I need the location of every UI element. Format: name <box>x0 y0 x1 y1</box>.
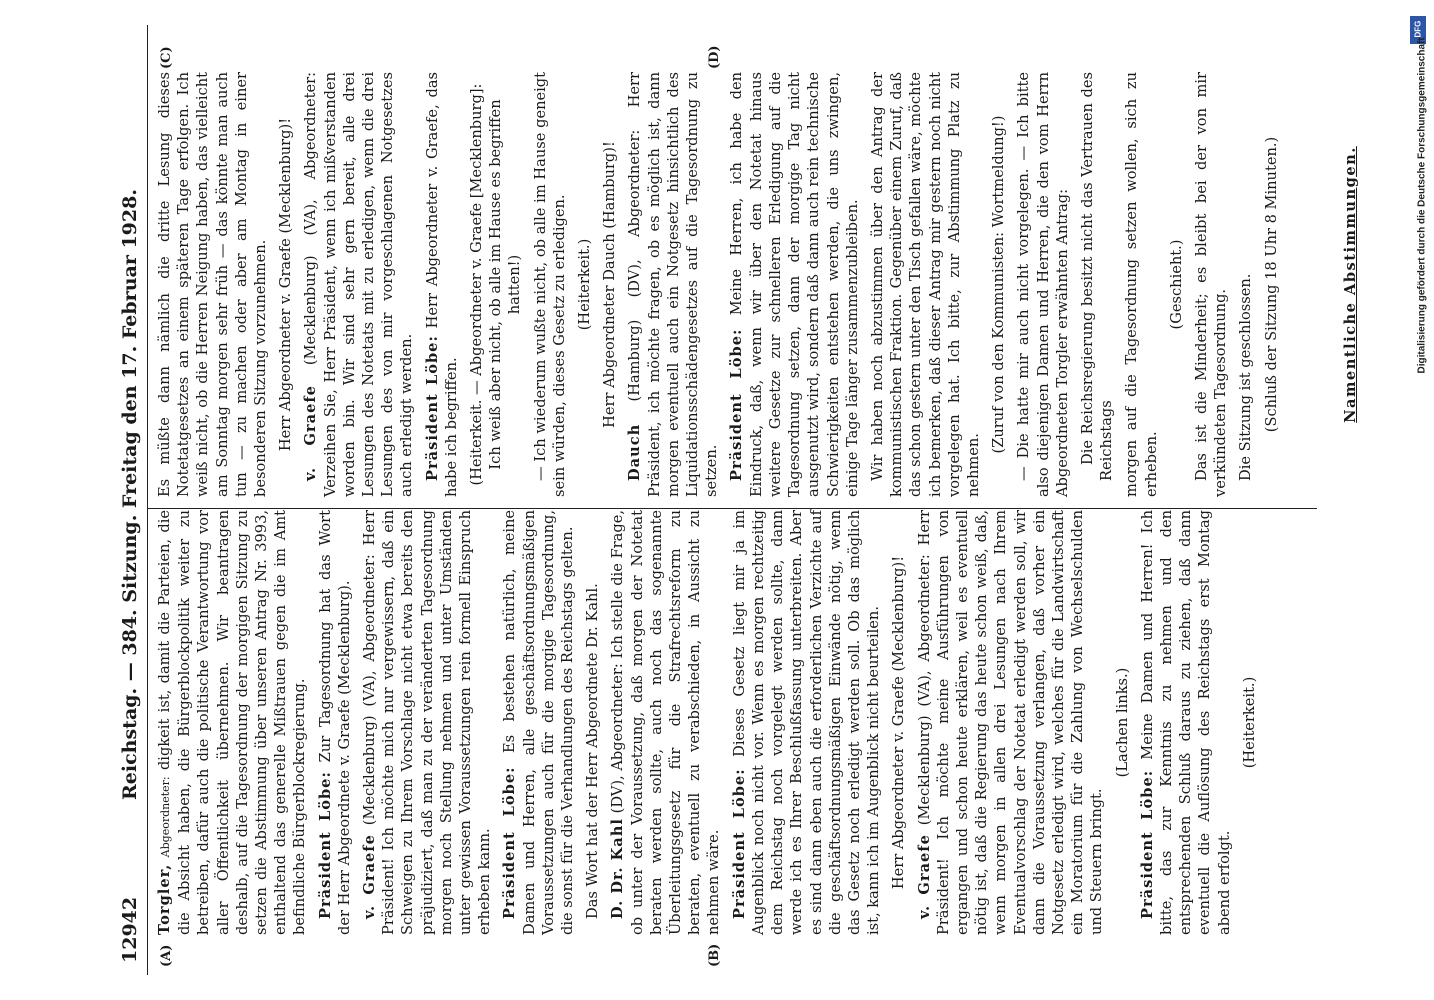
speaker-name: Torgler, <box>156 863 173 935</box>
paragraph-text: (Hamburg) (DV), Abgeordneter: Herr Präsident, ich möchte fragen, ob es möglich ist, dann morgen eventuell auch ein Notgesetz hinsichtlich des Liquidationsschädengesetzes auf die Tagesordnung zu setzen. <box>626 72 721 497</box>
paragraph <box>500 510 577 935</box>
paragraph: Die Sitzung ist geschlossen. <box>1237 273 1255 481</box>
paragraph <box>316 510 354 935</box>
paragraph-text: Zur Tagesordnung hat das Wort der Herr Abgeordnete v. Graefe (Mecklenburg). <box>316 509 353 935</box>
speaker-name: v. Graefe <box>302 385 320 481</box>
speaker-name: Präsident Löbe: <box>730 768 748 919</box>
dfg-logo-text: DFG <box>1413 20 1423 38</box>
paragraph: — Die hatte mir auch nicht vorgelegen. — Ich bitte also diejenigen Damen und Herren, die den vom Herrn Abgeordneten Torgler erwähnten Antrag: <box>1015 72 1071 497</box>
quoted-motion: Die Reichsregierung besitzt nicht das Vertrauen des Reichstags <box>1078 72 1116 481</box>
paragraph <box>727 72 861 497</box>
paragraph-text: Herr Abgeordneter v. Graefe, das habe ich begriffen. <box>423 71 460 497</box>
left-column <box>155 510 1315 935</box>
paragraph-text: (Mecklenburg) (VA), Abgeordneter: Herr Präsident! Ich möchte mich nur vergewissern, daß ein Schweigen zu Ihrem Vorschlage nicht etwa bereits den präjudiziert, daß man zu der veränderten Tagesordnung morgen noch Stellung nehmen und unter Umständen unter gewissen Voraussetzungen rein formell Einspruch erheben kann. <box>361 510 494 935</box>
speaker-name: Präsident Löbe: <box>501 766 519 919</box>
running-title: Reichstag. — 384. Sitzung. Freitag den 17. Februar 1928. <box>119 189 141 800</box>
margin-letter-a: (A) <box>159 944 174 967</box>
speaker-name: D. Dr. Kahl <box>609 818 627 919</box>
column-divider <box>147 508 1317 509</box>
paragraph-text: (DV), Abgeordneter: Ich stelle die Frage, ob unter der Voraussetzung, daß morgen der Notetat beraten werden sollte, auch noch das sogenannte Überleitungsgesetz für die Strafrechtsreform zu beraten, eventuell zu verabschieden, in Aussicht zu nehmen wäre. <box>609 510 723 935</box>
right-column <box>155 71 1359 497</box>
page-header <box>113 25 148 975</box>
paragraph-text: (Mecklenburg) (VA), Abgeordneter: Herr Präsident! Ich möchte meine Ausführungen von ergangen und schon heute erklären, weil es eventuell nötig ist, daß die Regierung das heute schon weiß, daß, wenn morgen in allen drei Lesungen nach Ihrem Eventualvorschlag der Notetat erledigt werden soll, wir dann die Voraussetzung verlangen, daß vorher ein Notgesetz erledigt wird, welches für die Landwirtschaft ein Moratorium für die Zahlung von Wechselschulden und Steuern bringt. <box>915 510 1106 935</box>
paragraph: Herr Abgeordneter v. Graefe (Mecklenburg)! <box>890 555 908 890</box>
paragraph-text: Dieses Gesetz liegt mir ja im Augenblick noch nicht vor. Wenn es morgen rechtzeitig dem Reichstag noch vorgelegt werden sollte, dann werde ich es Ihrer Beschlußfassung unterbreiten. Aber es sind dann eben auch die erforderlichen Verzichte auf die geschäftsordnungsmäßigen Einwände nötig, wenn das Gesetz noch erledigt werden soll. Ob das möglich ist, kann ich im Augenblick nicht beurteilen. <box>730 509 883 935</box>
speaker-name: Präsident Löbe: <box>1138 769 1156 919</box>
paragraph: Das Wort hat der Herr Abgeordnete Dr. Kahl. <box>584 583 602 919</box>
paragraph-text: Meine Damen und Herren! Ich bitte, das zur Kenntnis zu nehmen und den entsprechenden Schluß daraus zu ziehen, daß dann eventuell die Auflösung des Reichstags erst Montag abend erfolgt. <box>1138 509 1233 935</box>
margin-letter-d: (D) <box>707 45 722 69</box>
paragraph: Herr Abgeordneter v. Graefe (Mecklenburg)! <box>277 117 295 452</box>
stage-direction: (Geschieht.) <box>1167 239 1185 330</box>
speaker-name: v. Graefe <box>361 834 379 919</box>
paragraph-text: Es bestehen natürlich, meine Damen und Herren, alle geschäftsordnungsmäßigen Voraussetzungen auch für die morgige Tagesordnung, die sonst für die Verhandlungen des Reichstags gelten. <box>501 509 577 935</box>
paragraph <box>423 72 461 497</box>
speaker-name: Präsident Löbe: <box>316 771 334 919</box>
paragraph: morgen auf die Tagesordnung setzen wollen, sich zu erheben. <box>1123 72 1160 497</box>
paragraph-text: Meine Herren, ich habe den Eindruck, daß, wenn wir über den Notetat hinaus weitere Gesetze zur schnelleren Erledigung auf die Tagesordnung setzen, dann der morgige Tag nicht ausgenutzt wird, sondern daß dann auch rein technische Schwierigkeiten entstehen werden, die uns zwingen, einige Tage länger zusammenzubleiben. <box>728 71 861 497</box>
paragraph <box>625 72 721 497</box>
margin-letter-c: (C) <box>159 46 174 69</box>
paragraph <box>730 510 884 935</box>
paragraph <box>1138 510 1234 935</box>
digitization-sidebar <box>1414 8 1430 388</box>
stage-direction: (Zuruf von den Kommunisten: Wortmeldung!) <box>990 115 1008 454</box>
stage-direction: (Heiterkeit.) <box>1240 676 1258 769</box>
page-number: 12942 <box>119 896 141 963</box>
paragraph: — Ich wiederum wußte nicht, ob alle im Hause geneigt sein würden, dieses Gesetz zu erledigen. <box>531 72 568 497</box>
paragraph <box>155 510 310 935</box>
stage-direction: (Lachen links.) <box>1113 667 1131 778</box>
paragraph <box>360 510 494 935</box>
stage-direction: (Heiterkeit.) <box>576 238 594 331</box>
paragraph <box>608 510 723 935</box>
section-title: Namentliche Abstimmungen. <box>1341 146 1359 423</box>
speaker-name: Dauch <box>626 423 644 481</box>
stage-direction: (Heiterkeit. — Abgeordneter v. Graefe [Mecklenburg]: Ich weiß aber nicht, ob alle im Hause es begriffen hatten!) <box>468 83 524 486</box>
paragraph-text: digkeit ist, damit die Parteien, die die Absicht haben, die Bürgerblockpolitik weiter zu betreiben, dafür auch die politische Verantwortung vor aller Öffentlichkeit übernehmen. Wir beantragen deshalb, auf die Tagesordnung der morgigen Sitzung zu setzen die Abstimmung über unseren Antrag Nr. 3993, enthaltend das generelle Mißtrauen gegen die im Amt befindliche Bürgerblockregierung. <box>156 509 309 935</box>
paragraph: Wir haben noch abzustimmen über den Antrag der kommunistischen Fraktion. Gegenüber einem Zuruf, daß das schon gestern unter den Tisch gefallen wäre, möchte ich bemerken, daß dieser Antrag mir gestern noch nicht vorgelegen hat. Ich bitte, zur Abstimmung Platz zu nehmen. <box>868 72 982 497</box>
paragraph: Herr Abgeordneter Dauch (Hamburg)! <box>601 141 619 428</box>
digitization-credit: Digitalisierung gefördert durch die Deutsche Forschungsgemeinschaft <box>1416 37 1428 374</box>
paragraph: Das ist die Minderheit; es bleibt bei der von mir verkündeten Tagesordnung. <box>1192 72 1230 497</box>
margin-letter-b: (B) <box>707 943 722 967</box>
paragraph <box>915 510 1107 935</box>
speaker-name: Präsident Löbe: <box>423 335 441 481</box>
document-page <box>107 25 1359 975</box>
paragraph-text: (Mecklenburg) (VA), Abgeordneter: Verzeihen Sie, Herr Präsident, wenn ich mißverstanden worden bin. Wir sind sehr gern bereit, alle drei Lesungen des Notetats mit zu erledigen, wenn die drei Lesungen des von mir vorgeschlagenen Notgesetzes auch erledigt werden. <box>302 72 416 497</box>
paragraph <box>301 72 416 497</box>
stage-direction: (Schluß der Sitzung 18 Uhr 8 Minuten.) <box>1262 136 1280 433</box>
speaker-name: v. Graefe <box>915 834 933 919</box>
paragraph: Es müßte dann nämlich die dritte Lesung dieses Notetatgesetzes an einem späteren Tage erfolgen. Ich weiß nicht, ob die Herren Neigung haben, das vielleicht am Sonntag morgen sehr früh — das könnte man auch tun — zu machen oder aber am Montag in einer besonderen Sitzung vorzunehmen. <box>156 72 270 497</box>
speaker-name: Präsident Löbe: <box>728 328 746 481</box>
speaker-role: Abgeordneter: <box>159 776 172 858</box>
